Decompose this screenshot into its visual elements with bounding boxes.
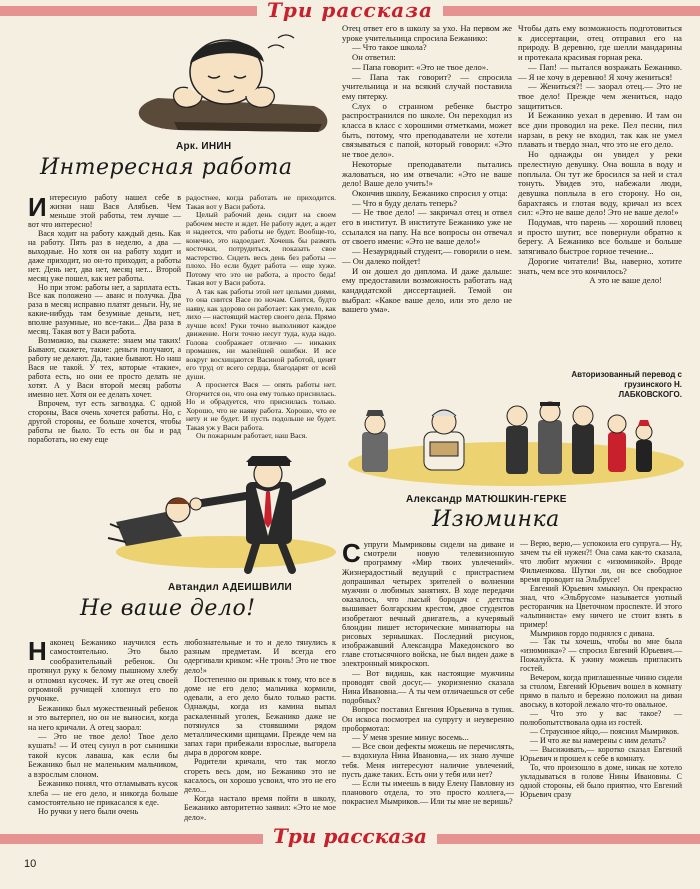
story3-paragraph: упруги Мымриковы сидели на диване и смотрели новую телевизионную программу «Мир твоих увлечений». Жизнерадостный ведущий с пристрастием допрашивал четырех зрителей о волнении мужчин о любимых занятиях. В ходе передачи оказалось, что лысый бородач с детства вышивает болгарским крестом, двое студентов изобретают вечный двигатель, а кучерявый блондин пишет исторические миниатюры на рисовых зернышках. Последний рисунок, изображавший Александра Македонского во главе стотысячного войска, не был виден даже в электронный микроскоп. — [342, 540, 514, 669]
story3-paragraph: — У меня зрение минус восемь... — [352, 732, 469, 742]
story1-paragraph: Он пожарным работает, наш Вася. — [196, 431, 308, 441]
story2-paragraph: Слух о странном ребенке быстро распространился по школе. Он переходил из класса в класс с хорошими отметками, может быть, потому, что преподаватели не хотели связываться с папой, который говорил: «Это не твое дело». — [342, 100, 512, 160]
section-title: Три рассказа — [257, 0, 443, 20]
story3-dropcap: С — [342, 538, 361, 568]
section-header — [0, 0, 700, 22]
story2-paragraph: — Папа так говорит? — спросила учительница и на всякий случай поставила ему пятерку. — [342, 71, 512, 101]
story2-paragraph: Постепенно он привык к тому, что все в доме не его дело; мальчика кормили, одевали, а его дело было только расти. Однажды, когда из камина выпал раскаленный уголек, Бежанико даже не потянулся за стоявшими рядом металлическими щипцами. Прежде чем на запах гари прибежали взрослые, выгорела дыра в дорогом ковре. — [184, 674, 336, 758]
story2-paragraph: Бежанико был мужественный ребенок и это вытерпел, но он не выносил, когда на него кричали. А отец заорал: — [28, 703, 178, 732]
story3-paragraph: Вопрос поставил Евгения Юрьевича в тупик. Он искоса посмотрел на супругу и неуверенно пробормотал: — [342, 705, 514, 733]
page-number: 10 — [24, 858, 37, 870]
story2-author: Автандил АДЕИШВИЛИ — [168, 582, 292, 593]
story1-paragraph: А так как работы этой нет целыми днями, то она снится Васе по ночам. Снится, будто наяву, как здорово он работает: как умело, как лихо — настоящий мастер своего дела. Прямо лучше всех! Руки точно выполняют каждое движение. Ноги точно несут туда, куда надо. Голова соображает отлично — никаких промашек, ни малейшей ошибки. И все вокруг восхищаются Васиной работой, ценят его труд от всего сердца, благодарят от всей души. — [186, 286, 336, 381]
story3-paragraph: — Что это у вас такое? — полюбопытствовала одна из гостей. — [520, 709, 682, 728]
story1-paragraph: А проснется Вася — опять работы нет. Огорчится он, что она ему только приснилась. Но и обрадуется, что приснилась только. Хорошо, что не наяву работа. Хорошо, что ее нету и не будет. И пусть подольше не будет. Такая уж у Васи работа. — [186, 380, 336, 432]
story2-paragraph: — Папа говорит: «Это не твое дело». — [352, 61, 489, 72]
story2-dropcap: Н — [28, 636, 47, 666]
section-footer — [0, 824, 700, 850]
story2-paragraph: любознательные и то и дело тянулись к разным предметам. И всегда его одергивали криком: «Не тронь! Это не твое дело!» — [184, 638, 336, 675]
story2-paragraph: аконец Бежанико научился есть самостоятельно. Это было сообразительный ребенок. Он протянул руку к белому пышному хлебу и отломил кусочек. И тут же отец своей огромной ручищей хлопнул его по ручонке. — [28, 638, 178, 704]
story1-paragraph: Впрочем, тут есть загвоздка. С одной стороны, Вася очень хочется работы. Но, с другой стороны, ее больше хочется, чтобы работы не было. То есть он бы и рад поработать, но ему еще — [28, 398, 181, 444]
sleeping-man-illustration — [118, 28, 338, 140]
story3-column-2 — [520, 540, 682, 800]
story2-paragraph: — Незаурядный студент,— говорили о нем.— Он далеко пойдет! — [342, 246, 512, 266]
story2-paragraph: — Жениться?! — заорал отец.— Это не твое дело! Прежде чем жениться, надо защититься. — [518, 81, 682, 111]
group-people-illustration — [346, 398, 686, 490]
story2-paragraph: Отец ответ его в школу за ухо. На первом же уроке учительница спросила Бежанико: — [342, 23, 512, 43]
story2-paragraph: Некоторые преподаватели пытались жаловаться, но им отвечали: «Это не ваше дело! Ваше дело учить!» — [342, 158, 512, 189]
story3-paragraph: — Высиживать,— коротко сказал Евгений Юрьевич и прошел к себе в комнату. — [520, 744, 682, 763]
story2-paragraph: — Это не твое дело! Твое дело кушать! — И отец сунул в рот сынишки такой кусок лаваша, как если бы Бежанико был не маленьким мальчиком, а взрослым слоном. — [28, 732, 178, 779]
seated-figure-left — [362, 410, 388, 472]
story2-paragraph: — Пап! — пытался возражать Бежанико.— Я не хочу в деревню! Я хочу жениться! — [518, 61, 682, 82]
story3-paragraph: — И что же вы намерены с ним делать? — [530, 735, 666, 745]
story3-paragraph: — Если ты имеешь в виду Елену Павловну из планового отдела, то это просто коллега,— покраснел Мымриков.— Или ты мне не веришь? — [342, 778, 514, 807]
story2-column-3 — [28, 638, 178, 817]
story3-paragraph: — Вот видишь, как настоящие мужчины проводят свой досуг,— укоризненно сказала Нина Ивановна.— А ты чем отличаешься от себе подобных? — [342, 668, 514, 706]
story2-paragraph: Окончив школу, Бежанико спросил у отца: — [352, 187, 508, 198]
translator-credit: Авторизованный перевод с грузинского Н. ЛАБКОВСКОГО. — [571, 370, 682, 399]
story1-paragraph: Вася ходит на работу каждый день. Как на работу. Пять раз в неделю, а два — выходные. Но хотя он на работу ходит и даже приходит, но он-то приходит, а работы нет. День нет, два нет, месяц нет... Второй месяц уже пошел, как нет работы. — [28, 228, 181, 283]
story2-paragraph: Когда настало время пойти в школу, Бежанико авторитетно заявил: «Это не мое дело». — [184, 794, 336, 822]
story1-paragraph: Возможно, вы скажете: знаем мы таких! Бывают, скажете, такие: деньги получают, а работу не делают. Да, такие бывают. Но наш Вася не такой. У тех, которые «такие», работа есть, но они ее просто делать не хотят. А у Васи второй месяц работы именно нет. Хотя он ее делать хочет. — [28, 336, 181, 399]
story2-paragraph: Родители кричали, что так могло сгореть весь дом, но Бежанико это не касалось, он хорошо усвоил, что это не его дело... — [184, 757, 336, 794]
story2-column-2 — [518, 24, 682, 286]
footer-title: Три рассказа — [263, 824, 437, 848]
story3-paragraph: То, что произошло в доме, никак не хотело укладываться в голове Нины Ивановны. С одной стороны, ей было приятно, что Евгений Юрьевич сразу — [520, 762, 682, 799]
story1-author: Арк. ИНИН — [176, 141, 232, 152]
story3-paragraph: Мымриков гордо поднялся с дивана. — [530, 628, 655, 638]
story3-paragraph: Вечером, когда приглашенные чинно сидели за столом, Евгений Юрьевич вошел в комнату прямо в пальто и бережно положил на диван авоську, в которой лежало что-то овальное. — [520, 673, 682, 710]
story3-paragraph: Евгений Юрьевич хмыкнул. Он прекрасно знал, что «Эльбрусом» называется уютный ресторанчик на Цветочном проспекте. И этого «альпиниста» ему ничего не стоит взять в пример! — [520, 583, 682, 629]
story2-paragraph: И он дошел до диплома. И даже дальше: ему предоставили возможность работать над кандидатской диссертацией. Темой он выбрал: «Какое ваше дело, или это дело не вашего ума». — [342, 265, 512, 315]
story2-paragraph: Дорогие читатели! Вы, наверно, хотите знать, чем все это кончилось? — [518, 255, 682, 276]
story3-column-1 — [342, 540, 514, 806]
story2-paragraph: Подумав, что парень — хороший пловец и просто шутит, все повернули обратно к берегу. А Бежанико все больше и больше затягивало быстрое горное течение... — [518, 217, 682, 257]
story3-author: Александр МАТЮШКИН-ГЕРКЕ — [406, 494, 567, 505]
story2-paragraph: Но однажды он увидел у реки прелестную девушку. Она вошла в воду и поплыла. Он тут же бросился за ней и стал тонуть. Увидев это, набежали люди, девушка поплыла в его сторону. Но он, барахтаясь и глотая воду, кричал из всех сил: «Это не ваше дело! Это не ваше дело!» — [518, 149, 682, 218]
story2-paragraph: — Что такое школа? — [352, 42, 427, 53]
story2-paragraph: — Не твое дело! — закричал отец и отвел его в институт. В институте Бежанико уже не ссылался на папу. На все вопросы он отвечал от своего имени: «Это не ваше дело!» — [342, 207, 512, 247]
story2-paragraph: А это не ваше дело! — [589, 275, 662, 286]
story1-dropcap: И — [28, 192, 47, 222]
story2-paragraph: Чтобы дать ему возможность подготовиться к диссертации, отец отправил его на природу. В деревню, где шелли мандарины и протекала красивая горная река. — [518, 23, 682, 63]
story2-column-1 — [342, 24, 512, 315]
seated-figure-center — [424, 410, 464, 470]
story3-title: Изюминка — [432, 507, 560, 532]
story2-paragraph: И Бежанико уехал в деревню. И там он все дни проводил на реке. Пел песни, пил нарзан, в реку не входил, так как не умел плавать и твердо знал, что это не его дело. — [518, 110, 682, 150]
story1-title: Интересная работа — [40, 155, 293, 180]
story3-paragraph: — Страусиное яйцо,— пояснил Мымриков. — [530, 727, 679, 737]
story2-paragraph: — Что я буду делать теперь? — [352, 197, 458, 208]
story1-paragraph: радостнее, когда работать не приходится. Такая вот у Васи работа. — [186, 193, 336, 211]
story1-column-2 — [186, 194, 336, 441]
story2-paragraph: Но ручки у него были очень — [38, 807, 139, 817]
story1-paragraph: Целый рабочий день сидит на своем рабочем месте и ждет. Не работу ждет, а ждет и надеется, что работы не будет. Вообще-то, конечно, это надоедает. Хочешь бы размять косточки, потрудиться, показать свое мастерство. Сидеть весь день без работы — плохо. Но если будет работа — еще хуже. Потому что это не работа, а просто беда! Такая вот у Васи работа. — [186, 210, 336, 288]
story2-paragraph: Он ответил: — [352, 52, 396, 63]
story1-paragraph: Но при этом: работы нет, а зарплата есть. Все как положено — аванс и получка. Два раза в месяц исправно платят деньги. Ну, не какие-нибудь там безумные деньги, нет, вполне разумные, но все-таки... Два раза в месяц. Такая вот у Васи работа. — [28, 282, 181, 337]
story3-paragraph: — Все свои дефекты можешь не перечислять,— вздохнула Нина Ивановна,— их знаю лучше тебя. Меня интересуют наличие увлечений, пусть даже таких. Есть они у тебя или нет? — [342, 742, 514, 779]
story2-paragraph: Бежанико понял, что отламывать кусок хлеба — не его дело, и никогда больше самостоятельно не прикасался к еде. — [28, 779, 178, 807]
story2-column-4 — [184, 638, 336, 822]
story3-paragraph: — Так ты хочешь, чтобы во мне была «изюминка»? — спросил Евгений Юрьевич.— Пожалуйста. К ужину можешь пригласить гостей. — [520, 637, 682, 674]
father-son-illustration — [96, 452, 336, 580]
story2-title: Не ваше дело! — [80, 596, 256, 621]
story1-paragraph: нтересную работу нашел себе в жизни наш Вася Алябьев. Чем меньше этой работы, тем лучше — вот что интересно! — [28, 193, 181, 229]
story1-column-1 — [28, 194, 181, 445]
story3-paragraph: — Верю, верю,— успокоила его супруга.— Ну, зачем ты ей нужен?! Она сама как-то сказала, что любит мужчин с «изюминкой». Вроде Фильченкова. Шутки ли, он все свободное время проводит на Эльбрусе! — [520, 539, 682, 584]
